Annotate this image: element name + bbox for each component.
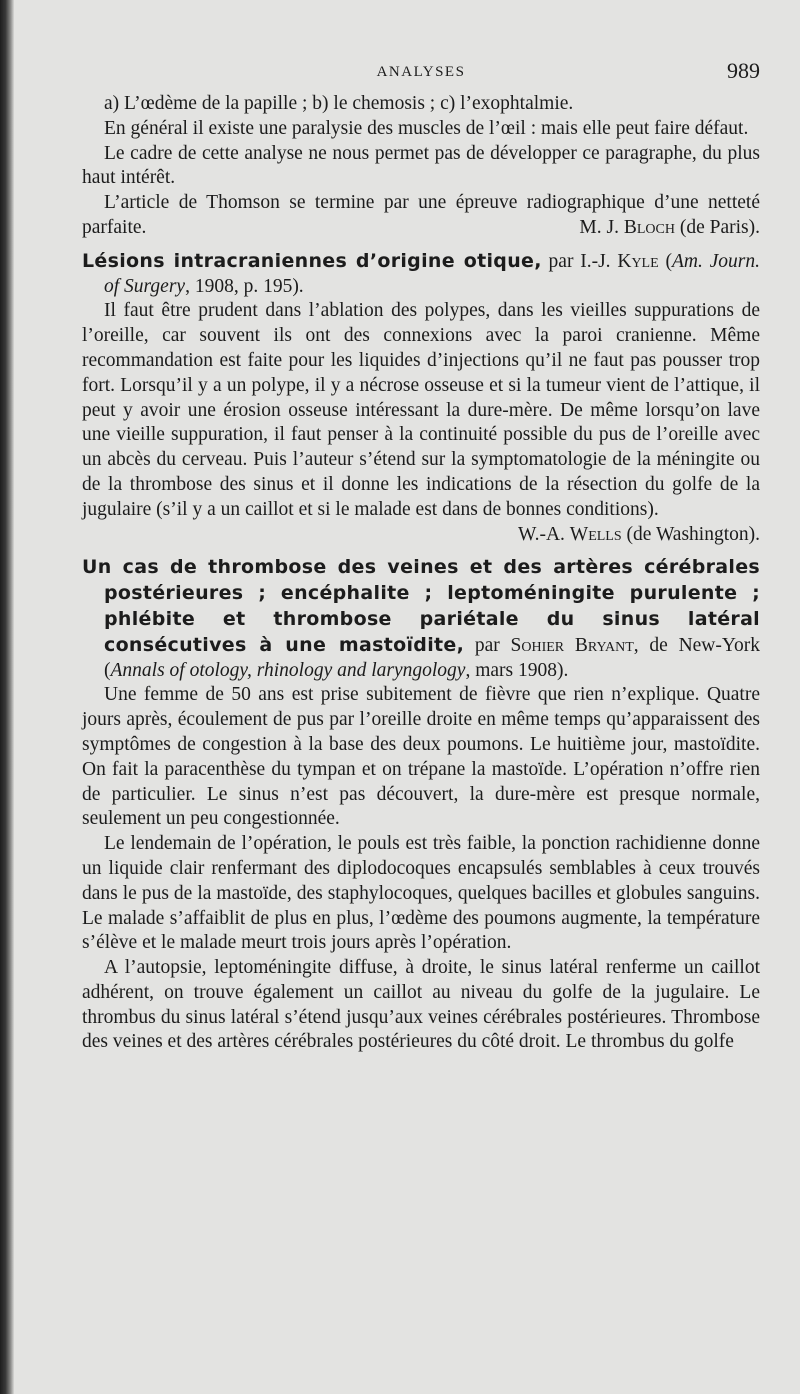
article-2-heading xyxy=(82,555,760,683)
intro-paragraph-4-text: L’article de Thomson se termine par une épreuve radiographique d’une netteté parfaite. xyxy=(82,192,760,238)
intro-signature-prefix: M. J. xyxy=(579,216,624,238)
article-2-paragraph-3: A l’autopsie, leptoméningite diffuse, à droite, le sinus latéral renferme un caillot adhérent, on trouve également un caillot au niveau du golfe de la jugulaire. Le thrombus du sinus latéral s’étend jusqu’aux veines cérébrales postérieures. Thrombose des veines et des artères cérébrales postérieures du côté droit. Le thrombus du golfe xyxy=(82,957,760,1053)
article-2-place: , de New-York ( xyxy=(104,634,761,681)
article-1-heading xyxy=(82,249,760,300)
article-2-paragraph-1: Une femme de 50 ans est prise subitement de fièvre que rien n’explique. Quatre jours après, écoulement de pus par l’oreille droite en même temps qu’apparaissent des symptômes de congestion à la base des deux poumons. Le huitième jour, mastoïdite. On fait la paracenthèse du tympan et on trépane la mastoïde. L’opération n’offre rien de particulier. Le sinus n’est pas découvert, la dure-mère est presque normale, seulement un peu congestionnée. xyxy=(82,684,760,830)
article-1-body-text: Il faut être prudent dans l’ablation des polypes, dans les vieilles suppurations de l’oreille, car souvent ils ont des connexions avec la paroi cranienne. Même recommandation est faite pour les liquides d’injections qu’il ne faut pas pousser trop fort. Lorsqu’il y a un polype, il y a nécrose osseuse et si la tumeur vient de l’attique, il peut y avoir une érosion osseuse intéressant la dure-mère. De même lorsqu’on lave une vieille suppuration, il faut penser à la continuité possible du pus de l’oreille avec un abcès du cerveau. Puis l’auteur s’étend sur la symptomatologie de la méningite ou de la thrombose des sinus et il donne les indications de la résection du golfe de la jugulaire (s’il y a un caillot et si le malade est dans de bonnes conditions). xyxy=(82,300,760,520)
running-header xyxy=(82,58,760,92)
intro-signature-name: Bloch xyxy=(623,216,675,238)
article-2-paragraph-2: Le lendemain de l’opération, le pouls est très faible, la ponction rachidienne donne un liquide clair renfermant des diplodocoques encapsulés semblables à ceux trouvés dans le pus de la mastoïde, des staphylocoques, quelques bacilles et globules sanguins. Le malade s’affaiblit de plus en plus, l’œdème des poumons augmente, la température s’élève et le malade meurt trois jours après l’opération. xyxy=(82,833,760,954)
article-1-by: par I.-J. xyxy=(541,250,618,272)
article-2-title: Un cas de thrombose des veines et des artères cérébrales postérieures ; encéphalite ; leptoméningite purulente ; phlébite et thrombose pariétale du sinus latéral consécutives à une mastoïdite, xyxy=(82,556,760,656)
article-1-citation-rest: , 1908, p. 195). xyxy=(185,275,304,297)
article-1-title: Lésions intracraniennes d’origine otique, xyxy=(82,249,542,272)
article-2-by: par xyxy=(464,634,511,656)
article-1 xyxy=(82,249,760,548)
article-2-author: Sohier Bryant xyxy=(510,634,634,656)
page xyxy=(82,58,760,1055)
article-1-signature-suffix: (de Washington). xyxy=(621,523,760,545)
article-1-signature-name: Wells xyxy=(569,523,622,545)
article-1-signature xyxy=(496,523,760,548)
article-2-journal: Annals of otology, rhinology and laryngology xyxy=(110,659,466,681)
article-1-citation-open: ( xyxy=(658,250,672,272)
book-binding-shadow xyxy=(0,0,14,1394)
article-1-body xyxy=(82,299,760,545)
intro-section xyxy=(82,92,760,241)
article-2-citation-rest: , mars 1908). xyxy=(465,659,569,681)
article-2 xyxy=(82,555,760,1055)
running-title: ANALYSES xyxy=(376,64,466,80)
intro-paragraph-2: En général il existe une paralysie des muscles de l’œil : mais elle peut faire défaut. xyxy=(104,117,749,139)
article-1-signature-prefix: W.-A. xyxy=(517,523,570,545)
intro-signature xyxy=(557,216,760,241)
intro-paragraph-3: Le cadre de cette analyse ne nous permet pas de développer ce paragraphe, du plus haut intérêt. xyxy=(82,142,760,189)
page-number: 989 xyxy=(727,58,760,83)
intro-paragraph-1: a) L’œdème de la papille ; b) le chemosis ; c) l’exophtalmie. xyxy=(104,93,574,114)
intro-paragraph-4 xyxy=(82,191,760,241)
article-1-author: Kyle xyxy=(617,250,659,272)
intro-signature-suffix: (de Paris). xyxy=(674,216,760,238)
article-1-journal: Am. Journ. of Surgery xyxy=(104,250,760,297)
